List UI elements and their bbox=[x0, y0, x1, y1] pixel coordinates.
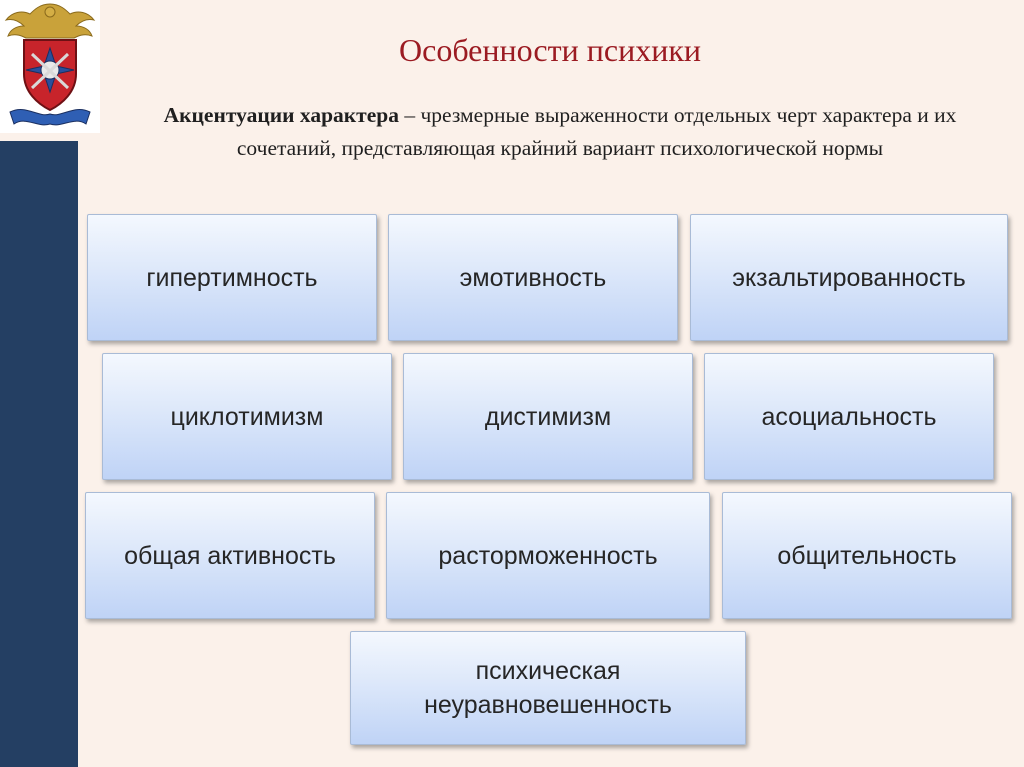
definition-text bbox=[130, 99, 990, 165]
trait-box-sociability: общительность bbox=[722, 492, 1012, 619]
trait-box-emotivity: эмотивность bbox=[388, 214, 678, 341]
definition-term: Акцентуации характера bbox=[163, 103, 399, 127]
police-academy-emblem-icon bbox=[0, 0, 100, 133]
page-title: Особенности психики bbox=[399, 32, 701, 68]
trait-box-dysthymia: дистимизм bbox=[403, 353, 693, 480]
trait-box-hyperthymia: гипертимность bbox=[87, 214, 377, 341]
trait-box-exaltation: экзальтированность bbox=[690, 214, 1008, 341]
sidebar-strip bbox=[0, 141, 78, 767]
definition-body: – чрезмерные выраженности отдельных черт характера и их сочетаний, представляющая крайний вариант психологической нормы bbox=[236, 103, 957, 160]
trait-box-disinhibition: расторможенность bbox=[386, 492, 710, 619]
trait-box-asociality: асоциальность bbox=[704, 353, 994, 480]
trait-box-mental-instability: психическая неуравновешенность bbox=[350, 631, 746, 745]
trait-box-cyclothymia: циклотимизм bbox=[102, 353, 392, 480]
trait-box-general-activity: общая активность bbox=[85, 492, 375, 619]
logo-area bbox=[0, 0, 100, 133]
